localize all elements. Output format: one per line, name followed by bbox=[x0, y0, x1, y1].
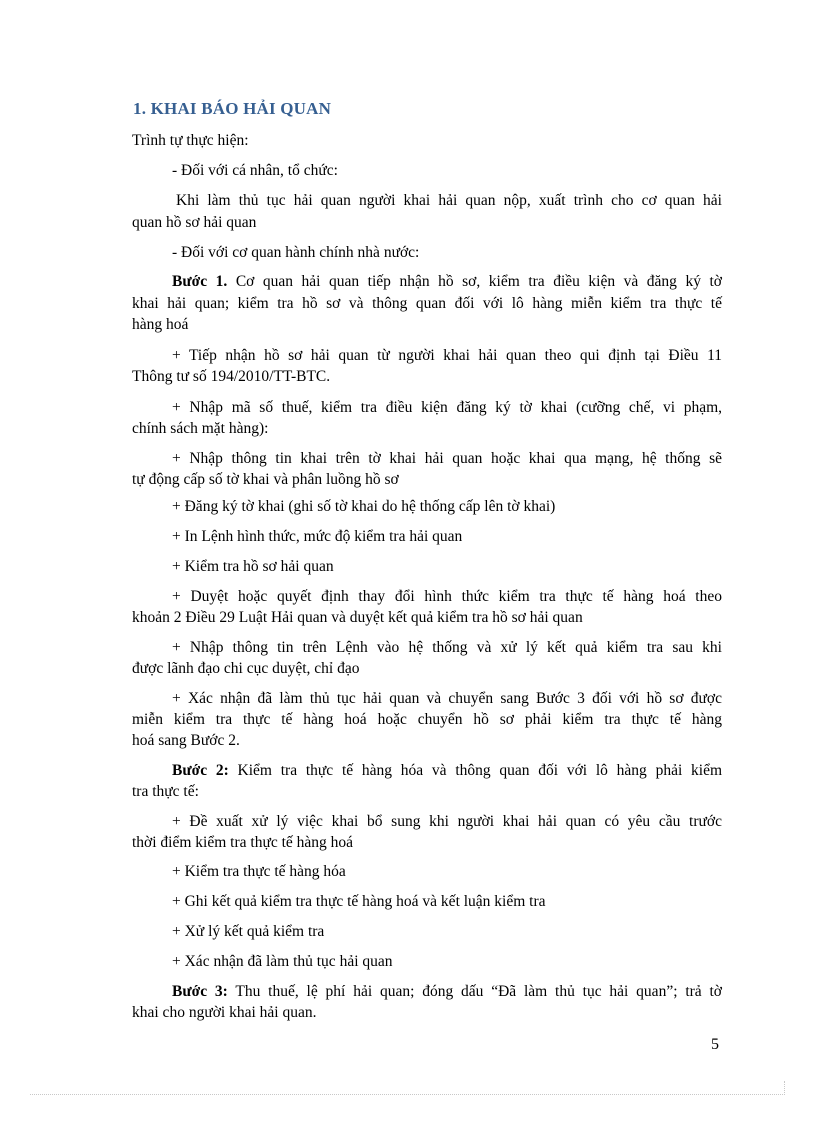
text-line: + Ghi kết quả kiểm tra thực tế hàng hoá và kết luận kiểm tra bbox=[172, 893, 546, 910]
text-line: + Duyệt hoặc quyết định thay đổi hình thức kiểm tra thực tế hàng hoá theo bbox=[172, 588, 722, 605]
text-line: chính sách mặt hàng): bbox=[132, 420, 269, 437]
text-line: + Xử lý kết quả kiểm tra bbox=[172, 923, 325, 940]
text-line: quan hồ sơ hải quan bbox=[132, 214, 257, 231]
text-line: hoá sang Bước 2. bbox=[132, 732, 240, 749]
text-line: + Xác nhận đã làm thủ tục hải quan bbox=[172, 953, 393, 970]
step-1-text: Cơ quan hải quan tiếp nhận hồ sơ, kiểm tra điều kiện và đăng ký tờ bbox=[235, 273, 723, 290]
text-line: + Kiểm tra hồ sơ hải quan bbox=[172, 558, 334, 575]
step-1-line bbox=[172, 272, 722, 292]
text-line: miễn kiểm tra thực tế hàng hoá hoặc chuyển hồ sơ phải kiểm tra thực tế hàng bbox=[132, 711, 722, 728]
text-line: - Đối với cá nhân, tổ chức: bbox=[172, 162, 338, 179]
text-line: khai cho người khai hải quan. bbox=[132, 1004, 317, 1021]
step-1-label: Bước 1. bbox=[172, 273, 228, 290]
text-line: + Nhập mã số thuế, kiểm tra điều kiện đăng ký tờ khai (cưỡng chế, vi phạm, bbox=[172, 399, 722, 416]
step-2-line bbox=[172, 761, 722, 781]
step-3-text: Thu thuế, lệ phí hải quan; đóng dấu “Đã làm thủ tục hải quan”; trả tờ bbox=[235, 983, 722, 1000]
text-line: + Đăng ký tờ khai (ghi số tờ khai do hệ thống cấp lên tờ khai) bbox=[172, 498, 556, 515]
text-line: hàng hoá bbox=[132, 316, 189, 333]
page-corner-border bbox=[784, 1081, 785, 1095]
text-line: Trình tự thực hiện: bbox=[132, 132, 249, 149]
text-line: - Đối với cơ quan hành chính nhà nước: bbox=[172, 244, 420, 261]
section-heading: 1. KHAI BÁO HẢI QUAN bbox=[133, 99, 332, 118]
step-2-label: Bước 2: bbox=[172, 762, 229, 779]
text-line: khoản 2 Điều 29 Luật Hải quan và duyệt kết quả kiểm tra hồ sơ hải quan bbox=[132, 609, 583, 626]
text-line: + Nhập thông tin khai trên tờ khai hải quan hoặc khai qua mạng, hệ thống sẽ bbox=[172, 450, 722, 467]
step-2-text: Kiểm tra thực tế hàng hóa và thông quan đối với lô hàng phải kiểm bbox=[237, 762, 723, 779]
text-line: thời điểm kiểm tra thực tế hàng hoá bbox=[132, 834, 354, 851]
text-line: tra thực tế: bbox=[132, 783, 199, 800]
text-line: + Tiếp nhận hồ sơ hải quan từ người khai hải quan theo qui định tại Điều 11 bbox=[172, 347, 722, 364]
text-line: tự động cấp số tờ khai và phân luồng hồ sơ bbox=[132, 471, 399, 488]
text-line: + Đề xuất xử lý việc khai bổ sung khi người khai hải quan có yêu cầu trước bbox=[172, 813, 722, 830]
step-3-line bbox=[172, 982, 722, 1002]
text-line: được lãnh đạo chi cục duyệt, chỉ đạo bbox=[132, 660, 360, 677]
step-3-label: Bước 3: bbox=[172, 983, 228, 1000]
text-line: + In Lệnh hình thức, mức độ kiểm tra hải quan bbox=[172, 528, 463, 545]
text-line: khai hải quan; kiểm tra hồ sơ và thông quan đối với lô hàng miễn kiểm tra thực tế bbox=[132, 295, 722, 312]
text-line: + Kiểm tra thực tế hàng hóa bbox=[172, 863, 346, 880]
page-number: 5 bbox=[711, 1036, 719, 1053]
text-line: + Nhập thông tin trên Lệnh vào hệ thống và xử lý kết quả kiểm tra sau khi bbox=[172, 639, 722, 656]
text-line: + Xác nhận đã làm thủ tục hải quan và chuyển sang Bước 3 đối với hồ sơ được bbox=[172, 690, 722, 707]
text-line: Thông tư số 194/2010/TT-BTC. bbox=[132, 368, 331, 385]
page-bottom-border bbox=[30, 1094, 785, 1095]
text-line: Khi làm thủ tục hải quan người khai hải quan nộp, xuất trình cho cơ quan hải bbox=[176, 192, 722, 209]
